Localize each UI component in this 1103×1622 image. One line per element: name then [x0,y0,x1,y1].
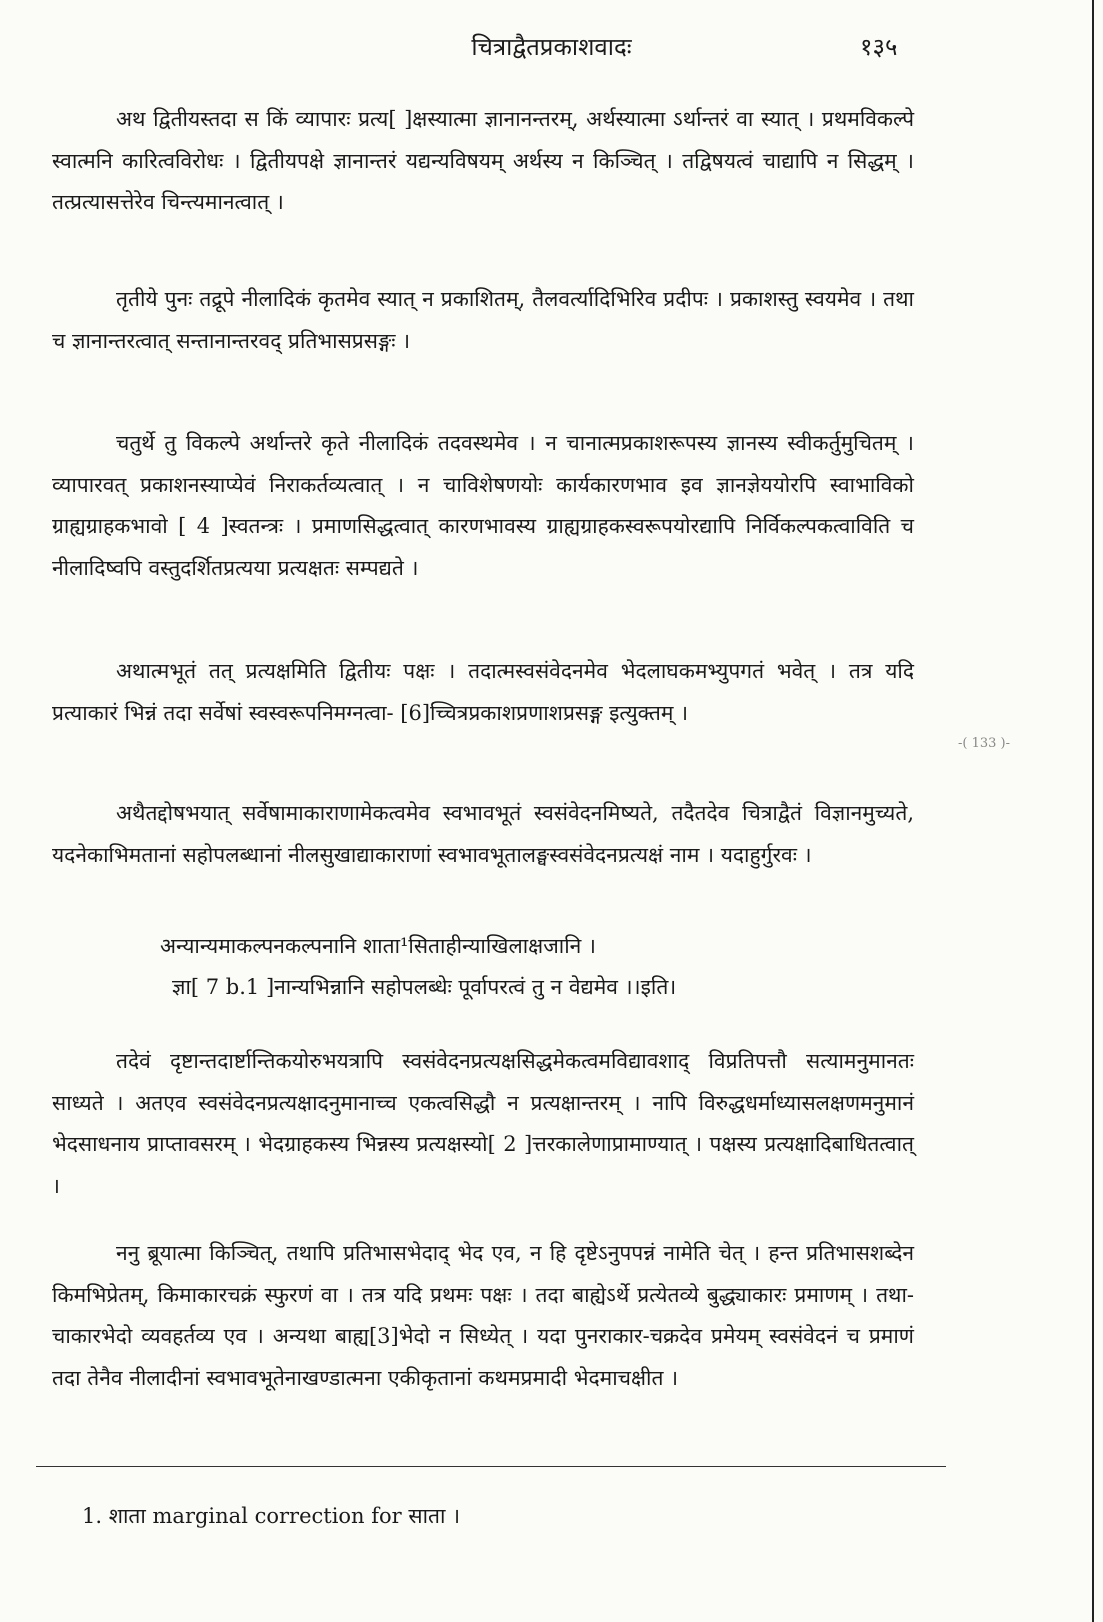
paragraph-4: अथात्मभूतं तत् प्रत्यक्षमिति द्वितीयः पक्षः । तदात्मस्वसंवेदनमेव भेदलाघकमभ्युपगतं भवेत् । तत्र यदि प्रत्याकारं भिन्नं तदा सर्वेषां स्वस्वरूपनिमग्नत्वा- [6]च्चित्रप्रकाशप्रणाशप्रसङ्ग इत्युक्तम् । [52,659,914,725]
footnote-divider [36,1466,946,1467]
page-title: चित्राद्वैतप्रकाशवादः [471,33,632,61]
paragraph-3: चतुर्थे तु विकल्पे अर्थान्तरे कृते नीलादिकं तदवस्थमेव । न चानात्मप्रकाशरूपस्य ज्ञानस्य स्वीकर्तुमुचितम् । व्यापारवत् प्रकाशनस्याप्येवं निराकर्तव्यत्वात् । न चाविशेषणयोः कार्यकारणभाव इव ज्ञानज्ञेययोरपि स्वाभाविको ग्राह्यग्राहकभावो [ 4 ]स्वतन्त्रः । प्रमाणसिद्धत्वात् कारणभावस्य ग्राह्यग्राहकस्वरूपयोरद्यापि निर्विकल्पकत्वाविति च नीलादिष्वपि वस्तुदर्शितप्रत्यया प्रत्यक्षतः सम्पद्यते । [52,431,914,580]
margin-page-note: -( 133 )- [958,736,1011,751]
footnote: 1. शाता marginal correction for साता । [82,1504,461,1528]
paragraph-2: तृतीये पुनः तद्रूपे नीलादिकं कृतमेव स्यात् न प्रकाशितम्, तैलवर्त्यादिभिरिव प्रदीपः । प्रकाशस्तु स्वयमेव । तथा च ज्ञानान्तरत्वात् सन्तानान्तरवद् प्रतिभासप्रसङ्गः । [52,287,914,353]
paragraph-5: अथैतद्दोषभयात् सर्वेषामाकाराणामेकत्वमेव स्वभावभूतं स्वसंवेदनमिष्यते, तदैतदेव चित्राद्वैतं विज्ञानमुच्यते, यदनेकाभिमतानां सहोपलब्धानां नीलसुखाद्याकाराणां स्वभावभूतालङ्घस्वसंवेदनप्रत्यक्षं नाम । यदाहुर्गुरवः । [52,801,914,867]
paragraph-6: तदेवं दृष्टान्तदार्ष्टान्तिकयोरुभयत्रापि स्वसंवेदनप्रत्यक्षसिद्धमेकत्वमविद्यावशाद् विप्रतिपत्तौ सत्यामनुमानतः साध्यते । अतएव स्वसंवेदनप्रत्यक्षादनुमानाच्च एकत्वसिद्धौ न प्रत्यक्षान्तरम् । नापि विरुद्धधर्माध्यासलक्षणमनुमानं भेदसाधनाय प्राप्तावसरम् । भेदग्राहकस्य भिन्नस्य प्रत्यक्षस्यो[ 2 ]त्तरकालेणाप्रामाण्यात् । पक्षस्य प्रत्यक्षादिबाधितत्वात् । [52,1049,914,1198]
paragraph-7: ननु ब्रूयात्मा किञ्चित्, तथापि प्रतिभासभेदाद् भेद एव, न हि दृष्टेऽनुपपन्नं नामेति चेत् । हन्त प्रतिभासशब्देन किमभिप्रेतम्, किमाकारचक्रं स्फुरणं वा । तत्र यदि प्रथमः पक्षः । तदा बाह्येऽर्थे प्रत्येतव्ये बुद्ध्याकारः प्रमाणम् । तथा-चाकारभेदो व्यवहर्तव्य एव । अन्यथा बाह्य[3]भेदो न सिध्येत् । यदा पुनराकार-चक्रदेव प्रमेयम् स्वसंवेदनं च प्रमाणं तदा तेनैव नीलादीनां स्वभावभूतेनाखण्डात्मना एकीकृतानां कथमप्रमादी भेदमाचक्षीत । [52,1241,914,1390]
page-number: १३५ [860,33,898,61]
verse-line-2: ज्ञा[ 7 b.1 ]नान्यभिन्नानि सहोपलब्धेः पूर्वापरत्वं तु न वेद्यमेव ।।इति। [172,975,677,999]
verse-line-1: अन्यान्यमाकल्पनकल्पनानि शाता¹सिताहीन्याखिलाक्षजानि । [160,934,596,958]
paragraph-1: अथ द्वितीयस्तदा स किं व्यापारः प्रत्य[ ]क्षस्यात्मा ज्ञानानन्तरम्, अर्थस्यात्मा ऽर्थान्तरं वा स्यात् । प्रथमविकल्पे स्वात्मनि कारित्वविरोधः । द्वितीयपक्षे ज्ञानान्तरं यद्यन्यविषयम् अर्थस्य न किञ्चित् । तद्विषयत्वं चाद्यापि न सिद्धम् । तत्प्रत्यासत्तेरेव चिन्त्यमानत्वात् । [52,107,914,214]
page-edge-line [1092,0,1094,1622]
